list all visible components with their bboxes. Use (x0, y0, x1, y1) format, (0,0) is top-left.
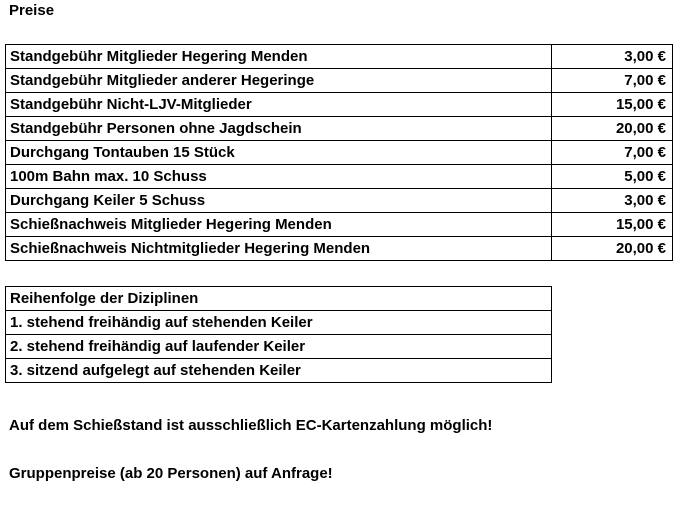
price-value: 20,00 € (552, 237, 673, 261)
price-table (5, 44, 673, 261)
price-label: Standgebühr Mitglieder anderer Hegeringe (6, 69, 552, 93)
table-header-row (6, 287, 552, 311)
price-label: 100m Bahn max. 10 Schuss (6, 165, 552, 189)
table-row (6, 213, 673, 237)
discipline-item: 2. stehend freihändig auf laufender Keiler (6, 335, 552, 359)
table-row (6, 45, 673, 69)
price-label: Durchgang Tontauben 15 Stück (6, 141, 552, 165)
price-value: 15,00 € (552, 93, 673, 117)
table-row (6, 189, 673, 213)
table-row (6, 93, 673, 117)
table-row (6, 141, 673, 165)
price-label: Schießnachweis Mitglieder Hegering Menden (6, 213, 552, 237)
discipline-item: 3. sitzend aufgelegt auf stehenden Keiler (6, 359, 552, 383)
page-title: Preise (9, 2, 55, 19)
group-prices-note: Gruppenpreise (ab 20 Personen) auf Anfrage! (9, 465, 333, 482)
price-label: Durchgang Keiler 5 Schuss (6, 189, 552, 213)
price-label: Schießnachweis Nichtmitglieder Hegering Menden (6, 237, 552, 261)
price-value: 5,00 € (552, 165, 673, 189)
discipline-item: 1. stehend freihändig auf stehenden Keiler (6, 311, 552, 335)
table-row (6, 359, 552, 383)
discipline-order-header: Reihenfolge der Diziplinen (6, 287, 552, 311)
table-row (6, 69, 673, 93)
table-row (6, 335, 552, 359)
price-value: 7,00 € (552, 141, 673, 165)
price-value: 15,00 € (552, 213, 673, 237)
price-value: 3,00 € (552, 45, 673, 69)
table-row (6, 237, 673, 261)
table-row (6, 117, 673, 141)
price-value: 7,00 € (552, 69, 673, 93)
payment-note: Auf dem Schießstand ist ausschließlich EC-Kartenzahlung möglich! (9, 417, 493, 434)
price-label: Standgebühr Personen ohne Jagdschein (6, 117, 552, 141)
discipline-order-table (5, 286, 552, 383)
price-label: Standgebühr Nicht-LJV-Mitglieder (6, 93, 552, 117)
table-row (6, 165, 673, 189)
price-label: Standgebühr Mitglieder Hegering Menden (6, 45, 552, 69)
price-value: 20,00 € (552, 117, 673, 141)
table-row (6, 311, 552, 335)
price-value: 3,00 € (552, 189, 673, 213)
